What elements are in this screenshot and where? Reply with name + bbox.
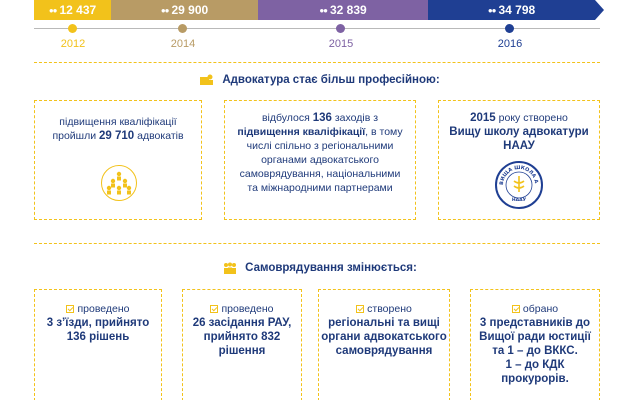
- card-line: та 1 – до ВККС.: [492, 345, 578, 357]
- segment-value: 34 798: [498, 3, 536, 17]
- card-line: самоврядування, національними: [239, 168, 401, 180]
- card-text: , в тому: [365, 126, 403, 138]
- timeline-segment-2014: [111, 0, 258, 20]
- people-icon: ●●: [319, 5, 327, 15]
- timeline-axis: [34, 28, 600, 29]
- timeline-segment-2015: [258, 0, 428, 20]
- divider: [34, 243, 600, 244]
- section-title-self-government: [0, 262, 640, 274]
- people-icon: ●●: [48, 5, 57, 15]
- card-qualification: [34, 100, 202, 220]
- card-line: органами адвокатського: [261, 154, 379, 166]
- card-line: [35, 129, 201, 143]
- card-line: самоврядування: [335, 345, 433, 357]
- card-line: та міжнародними партнерами: [247, 182, 393, 194]
- year-label-2015: 2015: [328, 38, 354, 50]
- card-bodies: [318, 289, 450, 400]
- card-text: проведено: [77, 303, 130, 315]
- seal-sub: НААУ: [511, 198, 527, 203]
- card-line: рішення: [218, 345, 266, 357]
- card-text: обрано: [522, 303, 559, 315]
- card-line: Вищу школу адвокатури: [449, 126, 589, 138]
- card-line: [183, 302, 301, 316]
- card-text: заходів з: [331, 112, 379, 124]
- card-text: пройшли: [52, 130, 100, 142]
- timeline-dot: [336, 24, 345, 33]
- card-line: підвищення кваліфікації: [59, 116, 177, 128]
- check-icon: [66, 305, 74, 313]
- check-icon: [512, 305, 520, 313]
- card-text: проведено: [221, 303, 274, 315]
- card-school: [438, 100, 600, 220]
- year-label-2014: 2014: [170, 38, 196, 50]
- card-line: прокурорів.: [501, 373, 569, 385]
- section-title-professional: [0, 74, 640, 86]
- card-line: [225, 125, 415, 139]
- card-number: 29 710: [99, 130, 135, 142]
- card-number: 136: [312, 112, 332, 124]
- card-line: [439, 111, 599, 125]
- school-seal-icon: [495, 161, 543, 209]
- card-text: відбулося: [261, 112, 313, 124]
- segment-value: 29 900: [171, 3, 209, 17]
- check-icon: [210, 305, 218, 313]
- card-line: 26 засідання РАУ,: [192, 317, 292, 329]
- card-line: [319, 302, 449, 316]
- card-representatives: [470, 289, 600, 400]
- card-line: 3 з’їзди, прийнято: [46, 317, 150, 329]
- community-icon: [223, 262, 237, 274]
- timeline-dot: [68, 24, 77, 33]
- card-line: [35, 302, 161, 316]
- section-title-text: Адвокатура стає більш професійною:: [222, 74, 440, 86]
- card-congresses: [34, 289, 162, 400]
- card-line: [225, 111, 415, 125]
- people-icon: ●●: [160, 5, 169, 15]
- svg-text:ВИЩА ШКОЛА АДВОКАТУРИ: [497, 163, 539, 185]
- card-text: адвокатів: [134, 130, 184, 142]
- card-line: прийнято 832: [203, 331, 281, 343]
- divider: [34, 62, 600, 63]
- group-icon: [101, 165, 137, 201]
- card-line: 3 представників до: [479, 317, 591, 329]
- segment-value: 12 437: [59, 3, 97, 17]
- timeline-segment-2012: [34, 0, 111, 20]
- seal-text: ВИЩА ШКОЛА А: [498, 164, 539, 186]
- card-text-bold: підвищення кваліфікації: [237, 126, 366, 138]
- section-title-text: Самоврядування змінюється:: [245, 262, 417, 274]
- card-text: року створено: [495, 112, 568, 124]
- card-rau-meetings: [182, 289, 302, 400]
- timeline-segment-2016: [428, 0, 595, 20]
- timeline-dot: [178, 24, 187, 33]
- card-events: [224, 100, 416, 220]
- timeline-bar: [34, 0, 602, 20]
- card-text: створено: [367, 303, 412, 315]
- card-line: НААУ: [503, 140, 535, 152]
- timeline-dot: [505, 24, 514, 33]
- professional-icon: [200, 74, 214, 86]
- timeline-arrow-icon: [595, 0, 604, 20]
- year-label-2012: 2012: [60, 38, 86, 50]
- check-icon: [356, 305, 364, 313]
- people-icon: ●●: [487, 5, 496, 15]
- card-line: регіональні та вищі: [328, 317, 440, 329]
- card-line: числі спільно з регіональними: [246, 140, 394, 152]
- card-number: 2015: [470, 112, 496, 124]
- year-label-2016: 2016: [497, 38, 523, 50]
- segment-value: 32 839: [329, 3, 367, 17]
- card-line: органи адвокатського: [321, 331, 447, 343]
- card-line: [471, 302, 599, 316]
- card-line: 136 рішень: [66, 331, 130, 343]
- card-line: 1 – до КДК: [505, 359, 565, 371]
- card-line: Вищої ради юстиції: [479, 331, 591, 343]
